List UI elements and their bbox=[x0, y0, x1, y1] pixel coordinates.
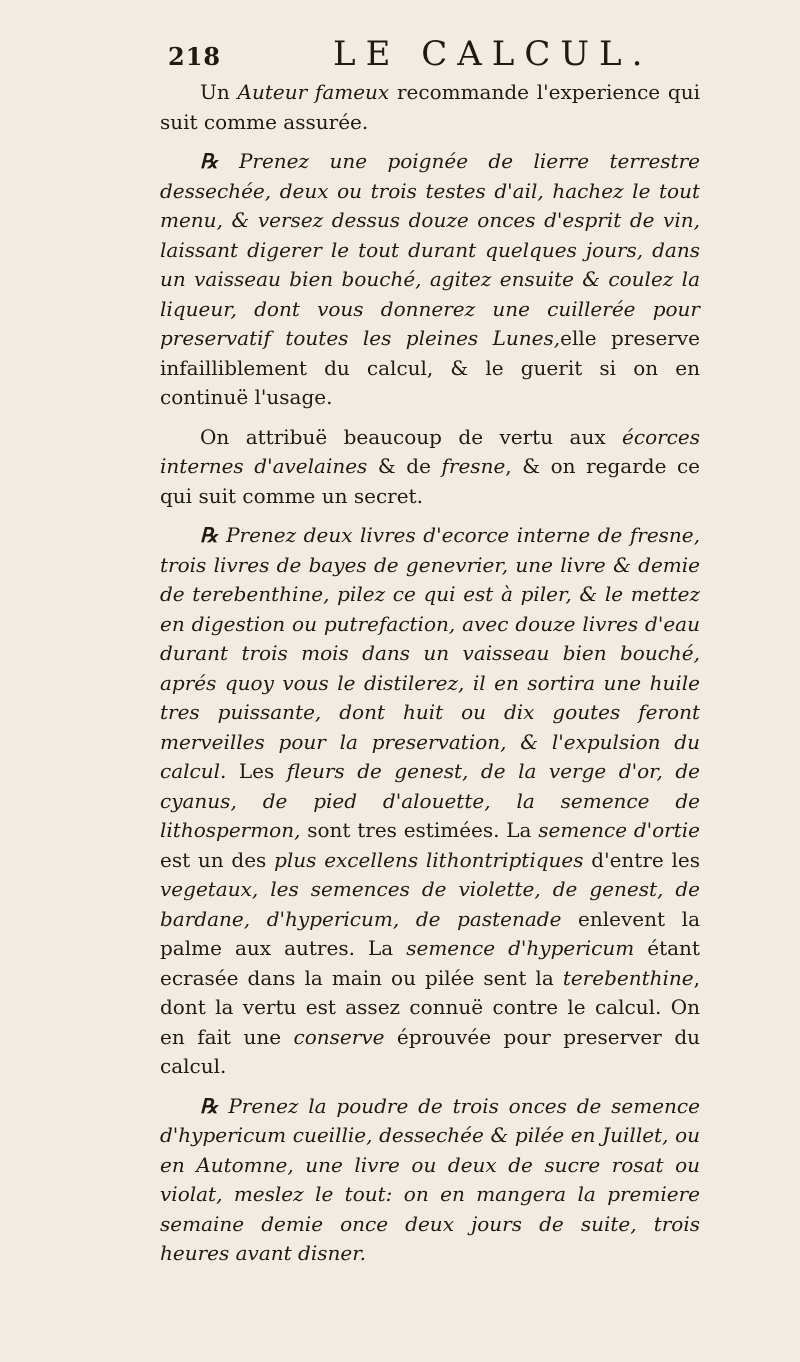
roman-text: étant ecrasée dans la main ou pilée sent la bbox=[160, 936, 700, 990]
italic-text: fresne bbox=[441, 454, 506, 478]
italic-text: semence d'ortie bbox=[538, 818, 700, 842]
roman-text: elle preserve infailliblement du calcul, & le guerit si on en continuë l'usage. bbox=[160, 326, 700, 409]
paragraph-5-recipe bbox=[160, 1092, 700, 1269]
page-number: 218 bbox=[168, 42, 222, 71]
italic-text: écorces internes d'avelaines bbox=[160, 424, 700, 478]
italic-text: plus excellens lithontriptiques bbox=[274, 847, 584, 872]
roman-text: est un des bbox=[160, 847, 275, 872]
recipe-symbol: ℞ bbox=[200, 523, 227, 547]
roman-text: d'entre les bbox=[583, 847, 700, 872]
paragraph-4-recipe bbox=[160, 521, 700, 1082]
roman-text: , dont la vertu est assez connuë contre le calcul. On en fait une bbox=[160, 965, 700, 1049]
body-text bbox=[160, 78, 700, 1279]
italic-text: Prenez une poignée de lierre terrestre dessechée, deux ou trois testes d'ail, hachez le tout menu, & versez dessus douze onces d'esprit de vin, laissant digerer le tout durant quelques jours, dans un vaisseau bien bouché, agitez ensuite & coulez la liqueur, dont vous donnerez une cuillerée pour preservatif toutes les pleines Lunes, bbox=[160, 149, 700, 350]
italic-text: vegetaux, les semences de violette, de genest, de bardane, d'hypericum, de pastenade bbox=[160, 877, 700, 931]
italic-text: Prenez la poudre de trois onces de semence d'hypericum cueillie, dessechée & pilée en Juillet, ou en Automne, une livre ou deux de sucre rosat ou violat, meslez le tout: on en mangera la premiere semaine demie once deux jours de suite, trois heures avant disner. bbox=[160, 1093, 700, 1265]
roman-text: enlevent la palme aux autres. La bbox=[160, 906, 700, 960]
roman-text: On attribuë beaucoup de vertu aux bbox=[200, 424, 623, 449]
page-header bbox=[168, 34, 688, 82]
italic-text: terebenthine bbox=[562, 965, 694, 990]
paragraph-3 bbox=[160, 423, 700, 512]
roman-text: , & on regarde ce qui suit comme un secret. bbox=[160, 454, 701, 508]
roman-text: & de bbox=[367, 454, 442, 478]
running-head: LE CALCUL. bbox=[333, 34, 653, 74]
italic-text: fleurs de genest, de la verge d'or, de cyanus, de pied d'alouette, la semence de lithospermon, bbox=[160, 759, 700, 842]
italic-text: Auteur fameux bbox=[237, 80, 390, 104]
roman-text: sont tres estimées. La bbox=[300, 818, 539, 842]
recipe-symbol: ℞ bbox=[200, 149, 239, 173]
italic-text: semence d'hypericum bbox=[406, 936, 635, 960]
paragraph-2-recipe bbox=[160, 147, 700, 413]
italic-text: conserve bbox=[293, 1024, 385, 1049]
roman-text: Les bbox=[226, 759, 287, 783]
recipe-symbol: ℞ bbox=[200, 1093, 229, 1118]
paragraph-1 bbox=[160, 78, 700, 137]
roman-text: Un bbox=[200, 80, 238, 104]
roman-text: éprouvée pour preserver du calcul. bbox=[160, 1024, 700, 1078]
roman-text: recommande l'experience qui suit comme assurée. bbox=[160, 80, 700, 134]
italic-text: Prenez deux livres d'ecorce interne de fresne, trois livres de bayes de genevrier, une livre & demie de terebenthine, pilez ce qui est à piler, & le mettez en digestion ou putrefaction, avec douze livres d'eau durant trois mois dans un vaisseau bien bouché, aprés quoy vous le distilerez, il en sortira une huile tres puissante, dont huit ou dix goutes feront merveilles pour la preservation, & l'expulsion du calcul. bbox=[160, 523, 700, 783]
